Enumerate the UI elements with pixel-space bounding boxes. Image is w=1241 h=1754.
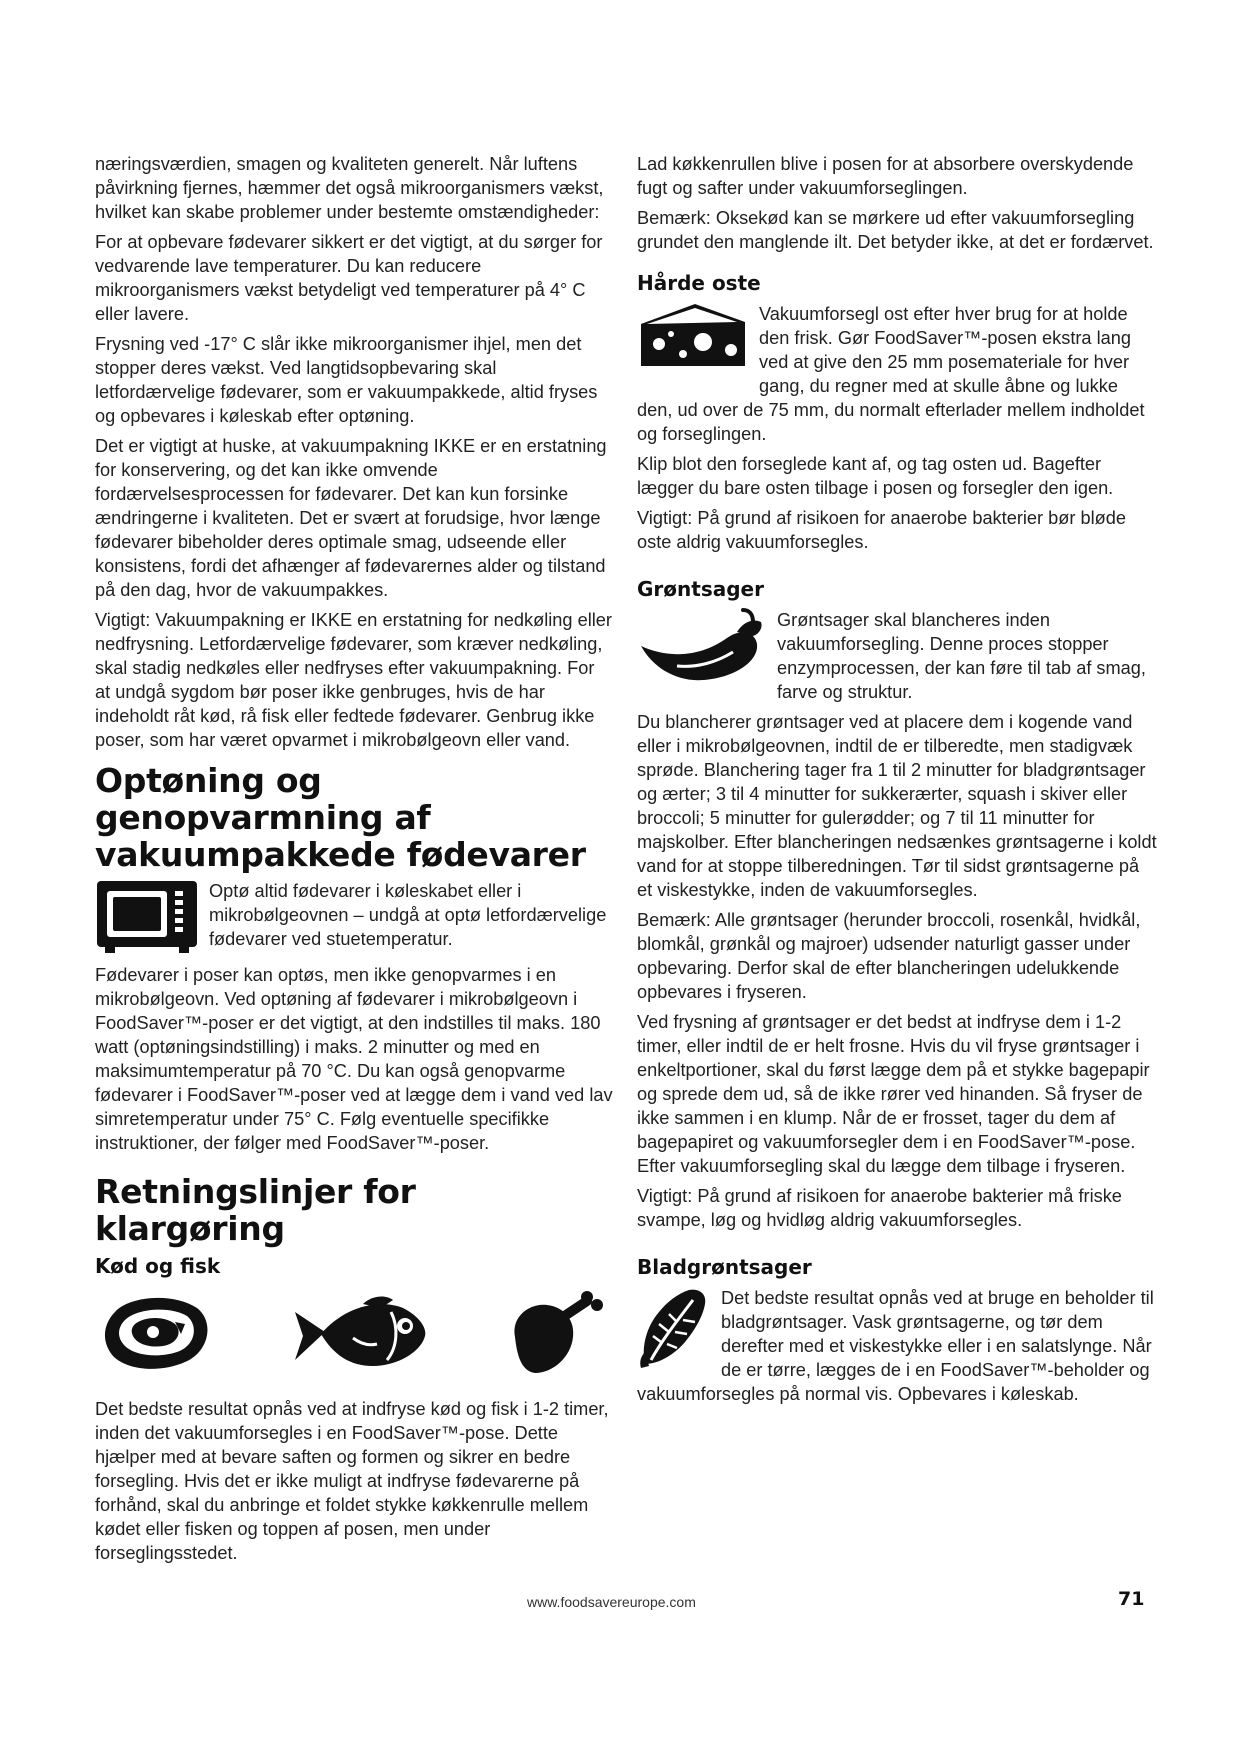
paragraph: Ved frysning af grøntsager er det bedst at indfryse dem i 1-2 timer, eller indtil de er helt frosne. Hvis du vil fryse grøntsager i enkeltportioner, skal du først lægge dem på et stykke bagepapir og sprede dem ud, så de ikke rører ved hinanden. Så fryser de ikke sammen i en klump. Når de er frosset, tager du dem af bagepapiret og vakuumforsegler dem i en FoodSaver™-pose. Efter vakuumforsegling skal du lægge dem tilbage i fryseren. [637, 1012, 1150, 1176]
paragraph: Vigtigt: På grund af risikoen for anaerobe bakterier bør bløde oste aldrig vakuumforsegles. [637, 508, 1126, 552]
paragraph: Klip blot den forseglede kant af, og tag osten ud. Bagefter lægger du bare osten tilbage i posen og forsegler den igen. [637, 454, 1114, 498]
cheese-text: Vakuumforsegl ost efter hver brug for at holde den frisk. Gør FoodSaver™-posen ekstra lang ved at give den 25 mm posemateriale for hver gang, du regner med at skulle åbne og lukke den, ud over de 75 mm, du normalt efterlader mellem indholdet og forseglingen. [637, 304, 1145, 444]
steak-icon [101, 1294, 213, 1380]
thaw-icon-text: Optø altid fødevarer i køleskabet eller i mikrobølgeovnen – undgå at optø letfordærvelige fødevarer ved stuetemperatur. [209, 881, 607, 949]
footer-url: www.foodsavereurope.com [527, 1594, 696, 1610]
vegetable-block [637, 608, 1157, 704]
heading-guidelines: Retningslinjer for klargøring [95, 1172, 416, 1248]
meat-icons-row [101, 1291, 607, 1383]
subheading-meat-fish: Kød og fisk [95, 1254, 221, 1278]
leafy-block [637, 1286, 1157, 1406]
paragraph: Bemærk: Oksekød kan se mørkere ud efter vakuumforsegling grundet den manglende ilt. Det betyder ikke, at det er fordærvet. [637, 208, 1154, 252]
left-column [95, 152, 613, 1571]
paragraph: Det er vigtigt at huske, at vakuumpakning IKKE er en erstatning for konservering, og det kan ikke omvende fordærvelsesprocessen for fødevarer. Det kan kun forsinke ændringerne i kvaliteten. Det er svært at forudsige, hvor længe fødevarer bibeholder deres optimale smag, udseende eller konsistens, fordi det afhænger af fødevarernes alder og tilstand på den dag, hvor de vakuumpakkes. [95, 436, 607, 600]
drumstick-icon [507, 1291, 607, 1383]
subheading-hard-cheese: Hårde oste [637, 271, 761, 295]
heading-thawing: Optøning og genopvarmning af vakuumpakkede fødevarer [95, 761, 586, 874]
microwave-icon [95, 879, 199, 961]
paragraph: Bemærk: Alle grøntsager (herunder broccoli, rosenkål, hvidkål, blomkål, grønkål og majroer) udsender naturligt gasser under opbevaring. Derfor skal de efter blancheringen udelukkende opbevares i fryseren. [637, 910, 1141, 1002]
paragraph: Frysning ved -17° C slår ikke mikroorganismer ihjel, men det stopper deres vækst. Ved langtidsopbevaring skal letfordærvelige fødevarer, som er vakuumpakkede, altid fryses og opbevares i køleskab efter optøning. [95, 334, 598, 426]
cheese-block [637, 302, 1157, 446]
paragraph: Vigtigt: På grund af risikoen for anaerobe bakterier må friske svampe, løg og hvidløg aldrig vakuumforsegles. [637, 1186, 1122, 1230]
subheading-leafy-greens: Bladgrøntsager [637, 1255, 812, 1279]
vegetable-text: Grøntsager skal blancheres inden vakuumforsegling. Denne proces stopper enzymprocessen, der kan føre til tab af smag, farve og struktur. [777, 610, 1146, 702]
lettuce-icon [637, 1286, 711, 1374]
paragraph: Vigtigt: Vakuumpakning er IKKE en erstatning for nedkøling eller nedfrysning. Letfordærvelige fødevarer, som kræver nedkøling, skal stadig nedkøles eller nedfryses efter vakuumpakning. For at undgå sygdom bør poser ikke genbruges, hvis de har indeholdt råt kød, rå fisk eller fedtede fødevarer. Genbrug ikke poser, som har været opvarmet i mikrobølgeovn eller vand. [95, 610, 612, 750]
page-number: 71 [1118, 1588, 1145, 1610]
paragraph: næringsværdien, smagen og kvaliteten generelt. Når luftens påvirkning fjernes, hæmmer det også mikroorganismers vækst, hvilket kan skabe problemer under bestemte omstændigheder: [95, 154, 604, 222]
paragraph: Du blancherer grøntsager ved at placere dem i kogende vand eller i mikrobølgeovnen, indtil de er tilberedte, men stadigvæk sprøde. Blanchering tager fra 1 til 2 minutter for bladgrøntsager og ærter; 3 til 4 minutter for sukkerærter, squash i skiver eller broccoli; 5 minutter for gulerødder; og 7 til 11 minutter for majskolber. Efter blancheringen nedsænkes grøntsagerne i koldt vand for at stoppe tilberedningen. Tør til sidst grøntsagerne på et viskestykke, inden de vakuumforsegles. [637, 712, 1157, 900]
fish-icon [293, 1294, 427, 1380]
leafy-text: Det bedste resultat opnås ved at bruge en beholder til bladgrøntsager. Vask grøntsagerne, og tør dem derefter med et viskestykke eller i en salatslynge. Når de er tørre, lægges de i en FoodSaver™-beholder og vakuumforsegles på normal vis. Opbevares i køleskab. [637, 1288, 1154, 1404]
cheese-icon [637, 302, 749, 376]
paragraph: Lad køkkenrullen blive i posen for at absorbere overskydende fugt og safter under vakuumforseglingen. [637, 154, 1134, 198]
chili-pepper-icon [637, 608, 767, 690]
paragraph: For at opbevare fødevarer sikkert er det vigtigt, at du sørger for vedvarende lave temperaturer. Du kan reducere mikroorganismers vækst betydeligt ved temperaturer på 4° C eller lavere. [95, 232, 603, 324]
right-column [637, 152, 1157, 1412]
subheading-vegetables: Grøntsager [637, 577, 764, 601]
thaw-block [95, 879, 613, 951]
paragraph: Det bedste resultat opnås ved at indfryse kød og fisk i 1-2 timer, inden det vakuumforsegles i en FoodSaver™-pose. Dette hjælper med at bevare saften og formen og sikrer en bedre forsegling. Hvis det er ikke muligt at indfryse fødevarerne på forhånd, skal du anbringe et foldet stykke køkkenrulle mellem kødet eller fisken og toppen af posen, men under forseglingsstedet. [95, 1399, 609, 1563]
paragraph: Fødevarer i poser kan optøs, men ikke genopvarmes i en mikrobølgeovn. Ved optøning af fødevarer i mikrobølgeovn i FoodSaver™-poser er det vigtigt, at den indstilles til maks. 180 watt (optøningsindstilling) i maks. 2 minutter og med en maksimumtemperatur på 70 °C. Du kan også genopvarme fødevarer i FoodSaver™-poser ved at lægge dem i vand ved lav simretemperatur under 75° C. Følg eventuelle specifikke instruktioner, der følger med FoodSaver™-poser. [95, 965, 613, 1153]
